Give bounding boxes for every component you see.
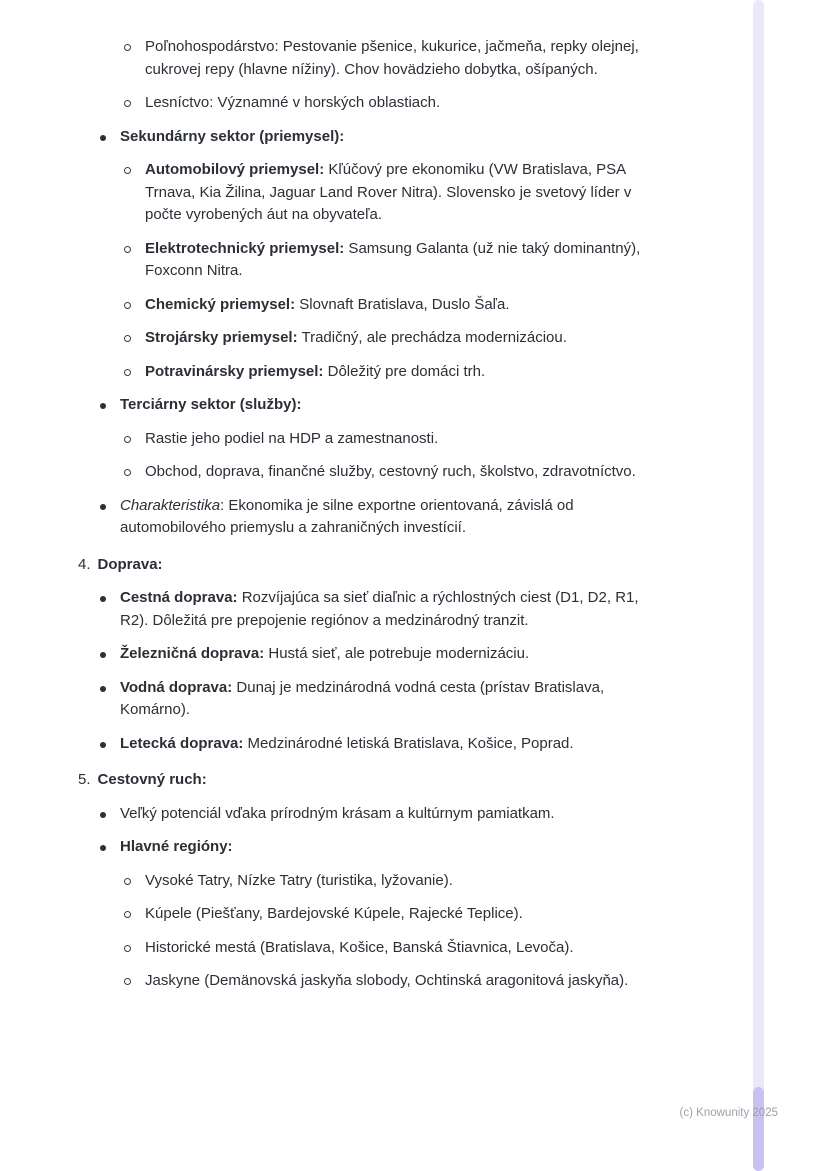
list-item xyxy=(0,937,828,960)
bullet-icon xyxy=(100,652,106,658)
list-item-text: Elektrotechnický priemysel: Samsung Galanta (už nie taký dominantný), Foxconn Nitra. xyxy=(145,239,641,279)
list-item xyxy=(0,461,828,484)
list-item-text: Chemický priemysel: Slovnaft Bratislava, Duslo Šaľa. xyxy=(145,295,510,313)
bullet-icon xyxy=(124,469,131,476)
list-item-text: Automobilový priemysel: Kľúčový pre ekonomiku (VW Bratislava, PSA Trnava, Kia Žilina, Jaguar Land Rover Nitra). Slovensko je svetový líder v počte vyrobených áut na obyvateľa. xyxy=(145,161,632,223)
list-item xyxy=(0,836,828,859)
list-item-text: Strojársky priemysel: Tradičný, ale prechádza modernizáciou. xyxy=(145,329,567,346)
bullet-icon xyxy=(124,436,131,443)
document-body xyxy=(0,36,828,1004)
list-item-text: Letecká doprava: Medzinárodné letiská Bratislava, Košice, Poprad. xyxy=(120,734,574,752)
list-item xyxy=(0,870,828,893)
list-item xyxy=(0,587,828,632)
bullet-icon xyxy=(100,812,106,818)
scrollbar-thumb[interactable] xyxy=(753,1087,764,1171)
list-item xyxy=(0,159,828,227)
list-item xyxy=(0,970,828,993)
bullet-icon xyxy=(124,878,131,885)
list-number: 4. xyxy=(78,555,91,573)
list-item xyxy=(0,238,828,283)
list-item-text: Cestovný ruch: xyxy=(97,771,207,788)
bullet-icon xyxy=(100,845,106,851)
list-item-text: Kúpele (Piešťany, Bardejovské Kúpele, Rajecké Teplice). xyxy=(145,905,523,922)
list-item-text: Veľký potenciál vďaka prírodným krásam a kultúrnym pamiatkam. xyxy=(120,804,555,822)
bullet-icon xyxy=(124,335,131,342)
bullet-icon xyxy=(124,978,131,985)
list-item xyxy=(0,36,828,81)
list-item-text: Cestná doprava: Rozvíjajúca sa sieť diaľnic a rýchlostných ciest (D1, D2, R1, R2). Dôležitá pre prepojenie regiónov a medzinárodný tranzit. xyxy=(120,589,639,629)
list-item xyxy=(0,769,828,792)
list-item xyxy=(0,394,828,417)
bullet-icon xyxy=(124,911,131,918)
bullet-icon xyxy=(100,403,106,409)
bullet-icon xyxy=(100,742,106,748)
list-item xyxy=(0,803,828,826)
list-item-text: Vysoké Tatry, Nízke Tatry (turistika, lyžovanie). xyxy=(145,871,453,889)
list-item-text: Lesníctvo: Významné v horských oblastiach. xyxy=(145,94,441,111)
bullet-icon xyxy=(100,504,106,510)
list-item-text: Terciárny sektor (služby): xyxy=(120,396,302,413)
list-item xyxy=(0,495,828,540)
list-item xyxy=(0,677,828,722)
list-item xyxy=(0,554,828,577)
list-item-text: Rastie jeho podiel na HDP a zamestnanosti. xyxy=(145,429,439,447)
list-item-text: Potravinársky priemysel: Dôležitý pre domáci trh. xyxy=(145,362,486,380)
list-item xyxy=(0,327,828,350)
bullet-icon xyxy=(124,302,131,309)
bullet-icon xyxy=(124,246,131,253)
list-item-text: Poľnohospodárstvo: Pestovanie pšenice, kukurice, jačmeňa, repky olejnej, cukrovej repy (hlavne nížiny). Chov hovädzieho dobytka, ošípaných. xyxy=(145,38,639,78)
list-item xyxy=(0,361,828,384)
bullet-icon xyxy=(100,135,106,141)
bullet-icon xyxy=(124,100,131,107)
list-item xyxy=(0,643,828,666)
list-item xyxy=(0,903,828,926)
bullet-icon xyxy=(124,945,131,952)
list-item-text: Sekundárny sektor (priemysel): xyxy=(120,127,345,145)
list-item xyxy=(0,126,828,149)
bullet-icon xyxy=(124,369,131,376)
bullet-icon xyxy=(100,686,106,692)
list-item-text: Charakteristika: Ekonomika je silne exportne orientovaná, závislá od automobilového priemyslu a zahraničných investícií. xyxy=(120,496,574,536)
list-item-text: Vodná doprava: Dunaj je medzinárodná vodná cesta (prístav Bratislava, Komárno). xyxy=(120,678,605,718)
bullet-icon xyxy=(124,167,131,174)
list-item xyxy=(0,733,828,756)
bullet-icon xyxy=(124,44,131,51)
list-item-text: Doprava: xyxy=(97,555,163,573)
list-item xyxy=(0,428,828,451)
list-item-text: Historické mestá (Bratislava, Košice, Banská Štiavnica, Levoča). xyxy=(145,938,574,956)
list-item-text: Jaskyne (Demänovská jaskyňa slobody, Ochtinská aragonitová jaskyňa). xyxy=(145,972,629,989)
footer-credit: (c) Knowunity 2025 xyxy=(679,1107,778,1119)
scrollbar-track[interactable] xyxy=(753,0,764,1171)
list-item-text: Obchod, doprava, finančné služby, cestovný ruch, školstvo, zdravotníctvo. xyxy=(145,463,636,480)
list-item-text: Železničná doprava: Hustá sieť, ale potrebuje modernizáciu. xyxy=(120,645,530,662)
list-item-text: Hlavné regióny: xyxy=(120,838,233,855)
list-item xyxy=(0,294,828,317)
list-item xyxy=(0,92,828,115)
bullet-icon xyxy=(100,596,106,602)
list-number: 5. xyxy=(78,771,91,788)
